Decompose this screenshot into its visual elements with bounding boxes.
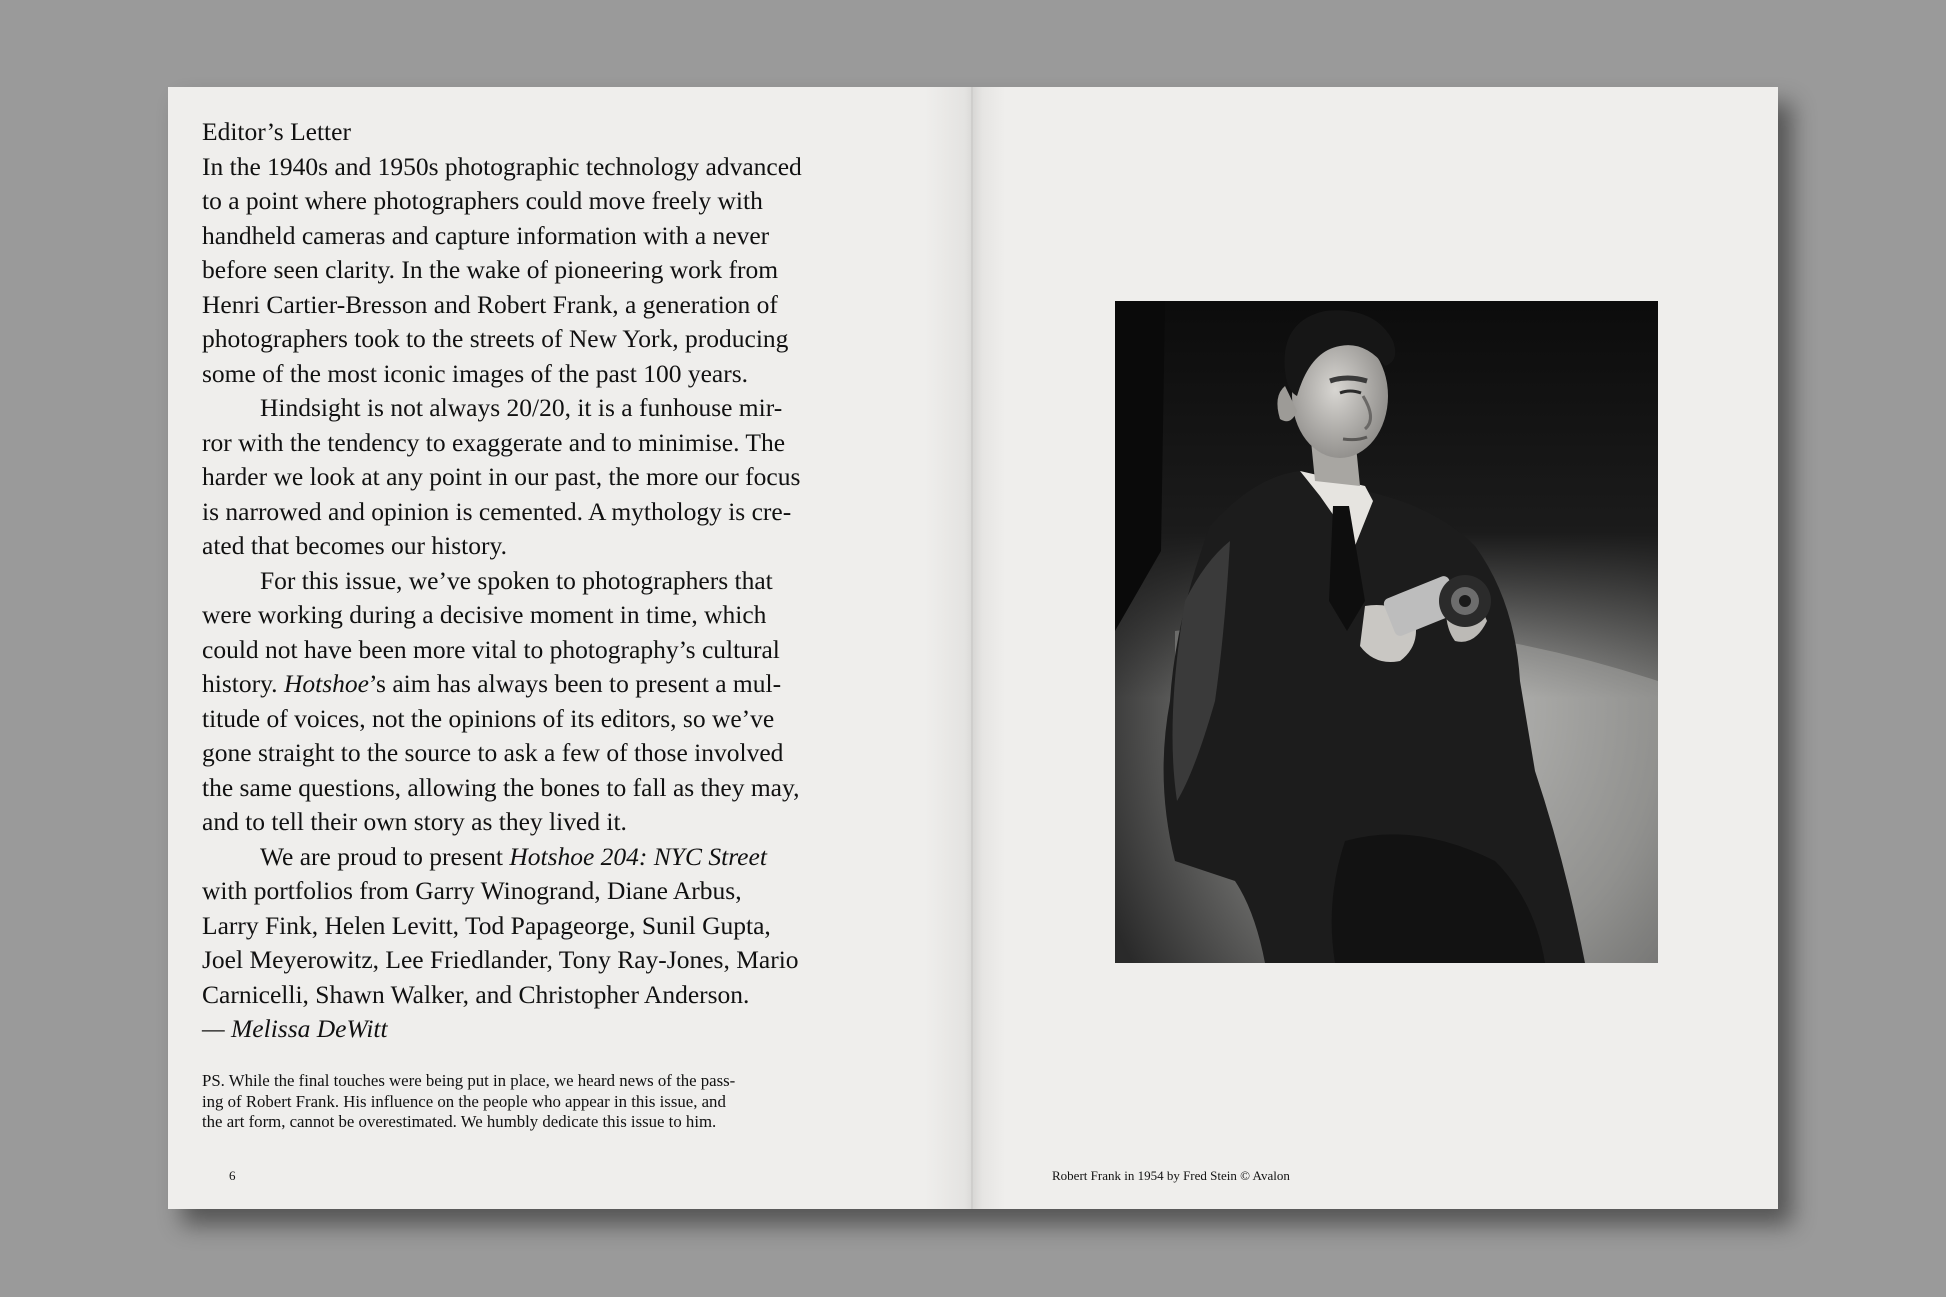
paragraph-line bbox=[202, 667, 882, 702]
paragraph-line: Henri Cartier-Bresson and Robert Frank, a generation of bbox=[202, 289, 778, 319]
signature: — Melissa DeWitt bbox=[202, 1014, 388, 1043]
paragraph-line: to a point where photographers could move freely with bbox=[202, 186, 763, 215]
issue-title: Hotshoe 204: NYC Street bbox=[509, 841, 767, 871]
paragraph-line: In the 1940s and 1950s photographic technology advanced bbox=[202, 151, 802, 181]
paragraph-line: could not have been more vital to photography’s cultural bbox=[202, 634, 780, 664]
paragraph-line: gone straight to the source to ask a few of those involved bbox=[202, 738, 784, 767]
paragraph-line: harder we look at any point in our past, the more our focus bbox=[202, 462, 801, 491]
right-page bbox=[973, 87, 1778, 1209]
paragraph-line bbox=[202, 840, 882, 875]
portrait-photo-icon bbox=[1115, 301, 1658, 963]
paragraph-line: Hindsight is not always 20/20, it is a funhouse mir- bbox=[260, 393, 783, 422]
paragraph-line: photographers took to the streets of New York, producing bbox=[202, 324, 789, 353]
magazine-name: Hotshoe bbox=[283, 669, 369, 698]
photo-caption: Robert Frank in 1954 by Fred Stein © Avalon bbox=[1052, 1168, 1290, 1183]
paragraph-line: with portfolios from Garry Winogrand, Diane Arbus, bbox=[202, 876, 742, 905]
paragraph-line: titude of voices, not the opinions of its editors, so we’ve bbox=[202, 703, 775, 733]
paragraph-line: and to tell their own story as they lived it. bbox=[202, 807, 627, 836]
paragraph-line: Joel Meyerowitz, Lee Friedlander, Tony Ray-Jones, Mario bbox=[202, 945, 799, 974]
paragraph-line: For this issue, we’ve spoken to photographers that bbox=[260, 565, 773, 595]
paragraph-line: before seen clarity. In the wake of pioneering work from bbox=[202, 255, 779, 284]
paragraph-line: Carnicelli, Shawn Walker, and Christopher Anderson. bbox=[202, 979, 750, 1009]
page-heading: Editor’s Letter bbox=[202, 117, 351, 146]
paragraph-line: ated that becomes our history. bbox=[202, 531, 507, 560]
paragraph-line: Larry Fink, Helen Levitt, Tod Papageorge, Sunil Gupta, bbox=[202, 910, 771, 940]
postscript-line: ing of Robert Frank. His influence on the people who appear in this issue, and bbox=[202, 1091, 726, 1111]
text-fragment: We are proud to present bbox=[260, 841, 510, 871]
postscript-line: PS. While the final touches were being put in place, we heard news of the pass- bbox=[202, 1071, 736, 1090]
postscript-line: the art form, cannot be overestimated. We humbly dedicate this issue to him. bbox=[202, 1112, 717, 1131]
paragraph-line: handheld cameras and capture information with a never bbox=[202, 220, 770, 250]
paragraph-line: the same questions, allowing the bones to fall as they may, bbox=[202, 772, 800, 802]
paragraph-line: some of the most iconic images of the past 100 years. bbox=[202, 358, 748, 388]
page-number: 6 bbox=[229, 1168, 236, 1183]
magazine-spread bbox=[168, 87, 1778, 1209]
paragraph-line: ror with the tendency to exaggerate and to minimise. The bbox=[202, 427, 786, 457]
left-page bbox=[168, 87, 973, 1209]
text-fragment: history. bbox=[202, 669, 284, 698]
editors-letter-body bbox=[202, 150, 882, 1047]
text-fragment: ’s aim has always been to present a mul- bbox=[368, 669, 782, 698]
paragraph-line: is narrowed and opinion is cemented. A mythology is cre- bbox=[202, 496, 792, 526]
postscript bbox=[202, 1071, 882, 1133]
paragraph-line: were working during a decisive moment in time, which bbox=[202, 600, 767, 629]
